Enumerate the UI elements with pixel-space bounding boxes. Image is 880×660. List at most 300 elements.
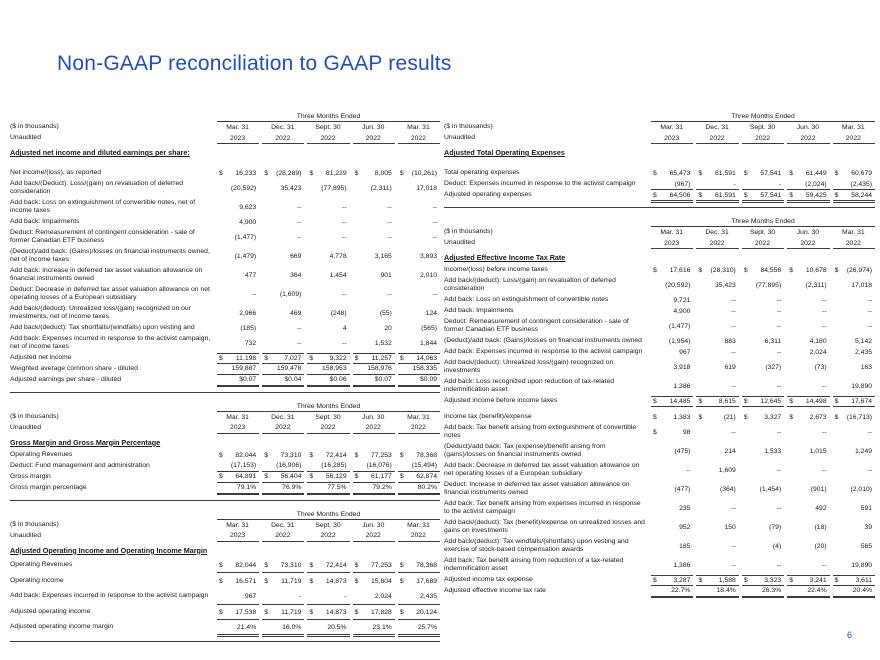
row-label: Deduct: Increase in deferred tax asset valuation allowance on financial instruments owned — [444, 480, 630, 497]
value: 11,198 — [235, 354, 257, 362]
period-row — [10, 111, 440, 122]
value: (16,906) — [276, 462, 302, 470]
col-month: Dec. 31 — [705, 124, 729, 131]
row-label: Adjusted operating income — [10, 607, 91, 615]
value-cell — [651, 586, 693, 597]
years-row — [444, 238, 875, 249]
value-cell — [651, 423, 693, 442]
slide-title: Non-GAAP reconciliation to GAAP results — [57, 52, 452, 75]
dollar-sign: $ — [698, 397, 703, 405]
value: 77,253 — [371, 451, 392, 459]
value-cell — [398, 179, 440, 198]
value: 64,891 — [235, 473, 257, 481]
value: -- — [731, 296, 736, 304]
value: 3,165 — [374, 252, 392, 260]
value: $0.07 — [239, 376, 257, 384]
value-cell — [398, 472, 440, 483]
value-cell — [307, 198, 349, 217]
value: (73) — [814, 363, 827, 371]
col-month: Mar. 31 — [407, 413, 430, 421]
value-cell — [262, 353, 304, 364]
row-label: Weighted average common share - diluted — [10, 365, 138, 372]
value: 3,241 — [809, 576, 827, 584]
value: -- — [822, 382, 827, 390]
value: -- — [776, 382, 782, 390]
value-cell — [742, 480, 784, 499]
value-cell — [398, 558, 440, 574]
value-cell — [307, 472, 349, 483]
dollar-sign: $ — [653, 428, 657, 436]
period-header: Three Months Ended — [651, 218, 875, 227]
value: -- — [867, 428, 873, 436]
value-cell — [833, 168, 875, 179]
value-cell — [696, 347, 738, 358]
value-cell — [262, 323, 304, 334]
table-row — [444, 499, 875, 518]
value: (16,713) — [846, 413, 873, 421]
row-label: Adjusted operating expenses — [444, 191, 532, 199]
table-adjusted-total-operating-expenses — [444, 111, 875, 208]
row-label: Adjusted operating income margin — [10, 623, 114, 631]
value-cell — [787, 179, 829, 190]
table-row — [444, 179, 875, 190]
value-cell — [787, 336, 829, 347]
value-cell — [217, 168, 259, 179]
value-cell — [262, 217, 304, 228]
value: -- — [342, 218, 347, 226]
value: 77.5% — [327, 484, 347, 492]
value: 1,532 — [374, 339, 392, 347]
header-spacer — [10, 405, 214, 407]
value-cell — [353, 266, 395, 285]
value: 57,541 — [760, 191, 782, 199]
value-cell — [696, 556, 738, 575]
value: -- — [432, 218, 438, 226]
value: -- — [296, 324, 302, 332]
value-cell — [742, 499, 784, 518]
thousands-label: ($ in thousands) — [10, 521, 59, 528]
dollar-sign: $ — [834, 170, 839, 177]
value-cell — [262, 198, 304, 217]
value-cell — [398, 304, 440, 323]
value: - — [733, 180, 736, 188]
value: 20.4% — [852, 587, 873, 595]
value-cell — [696, 499, 738, 518]
value-cell — [787, 168, 829, 179]
value-cell — [651, 358, 693, 377]
value: 1,386 — [673, 382, 691, 390]
table-row — [10, 217, 440, 228]
value: 78,368 — [416, 561, 438, 569]
value-cell — [651, 499, 693, 518]
row-label: Add back: Expenses incurred in response to the activist campaign — [444, 348, 643, 356]
value-cell — [742, 306, 784, 317]
value: 65,473 — [669, 170, 691, 177]
value: 8,005 — [374, 170, 392, 177]
value-cell — [307, 589, 349, 605]
dollar-sign: $ — [834, 267, 839, 274]
value-cell — [742, 347, 784, 358]
value-cell — [307, 168, 349, 179]
value: 17,018 — [416, 184, 438, 192]
value: -- — [822, 307, 827, 315]
value-cell — [696, 537, 738, 556]
dollar-sign: $ — [219, 577, 223, 585]
value: 61,591 — [715, 191, 736, 199]
value: 19,890 — [851, 561, 873, 569]
row-label: Add back: Loss on extinguishment of convertible notes — [444, 296, 609, 304]
row-label: (Deduct)/add back: (Gains)/losses on financial instruments owned, net of income taxes — [10, 247, 210, 264]
col-month: Mar. 31 — [226, 413, 249, 421]
value: 16,233 — [235, 170, 257, 177]
value: 17,828 — [371, 608, 392, 616]
thousands-label: ($ in thousands) — [444, 228, 493, 236]
table-row — [444, 190, 875, 201]
table-row — [10, 364, 440, 375]
dollar-sign: $ — [834, 413, 839, 421]
dollar-sign: $ — [309, 561, 314, 569]
value: (2,435) — [850, 180, 873, 188]
value: 5,142 — [855, 337, 873, 345]
value: 565 — [860, 542, 873, 550]
right-column — [444, 111, 875, 605]
value: -- — [731, 307, 736, 315]
thousands-label: ($ in thousands) — [10, 413, 59, 420]
value: 2,673 — [809, 413, 827, 421]
value: 4,900 — [239, 218, 257, 226]
value: 17,674 — [851, 397, 873, 405]
value-cell — [353, 247, 395, 266]
dollar-sign: $ — [399, 577, 404, 585]
value-cell — [651, 575, 693, 586]
value: (4) — [772, 542, 782, 550]
table-row — [10, 334, 440, 353]
value: -- — [822, 561, 827, 569]
value: 17,616 — [669, 267, 691, 274]
value: -- — [776, 307, 782, 315]
dollar-sign: $ — [399, 608, 404, 616]
value: 214 — [724, 447, 736, 455]
row-label: Net income/(loss), as reported — [10, 169, 102, 177]
value: 124 — [425, 309, 438, 317]
value-cell — [398, 364, 440, 375]
value-cell — [787, 442, 829, 461]
value: 364 — [290, 271, 302, 279]
value-cell — [787, 358, 829, 377]
col-month: Dec. 31 — [271, 521, 295, 529]
value-cell — [262, 334, 304, 353]
value-cell — [307, 285, 349, 304]
value-cell — [217, 334, 259, 353]
value-cell — [787, 461, 829, 480]
value: 98 — [682, 428, 691, 436]
dollar-sign: $ — [653, 413, 657, 421]
row-label: Deduct: Decrease in deferred tax asset valuation allowance on net operating losses of a European subsidiary — [10, 285, 210, 302]
value: -- — [776, 296, 782, 304]
row-label: (Deduct)/add back: Tax (expense)/benefit arising from (gains)/losses on financial instruments owned — [444, 442, 606, 459]
value-cell — [833, 575, 875, 586]
value-cell — [696, 412, 738, 423]
header-spacer — [10, 513, 214, 515]
value: 79.2% — [372, 484, 392, 492]
col-year: 2022 — [353, 531, 395, 542]
dollar-sign: $ — [399, 473, 404, 481]
dollar-sign: $ — [354, 354, 359, 362]
section-title: Adjusted Operating Income and Operating Income Margin — [10, 545, 208, 555]
value-cell — [787, 276, 829, 295]
value-cell — [651, 190, 693, 201]
col-month: Dec. 31 — [271, 413, 295, 421]
value-cell — [398, 217, 440, 228]
value-cell — [307, 323, 349, 334]
col-year: 2022 — [353, 423, 395, 434]
value-cell — [217, 198, 259, 217]
section-title: Adjusted net income and diluted earnings per share: — [10, 148, 190, 157]
dollar-sign: $ — [264, 170, 268, 177]
value-cell — [651, 412, 693, 423]
col-year: 2023 — [651, 238, 693, 249]
value: 185 — [679, 542, 691, 550]
col-year: 2022 — [353, 133, 395, 144]
value: (2,311) — [370, 184, 392, 192]
value: 72,414 — [325, 451, 347, 459]
value: 21.4% — [236, 623, 257, 631]
value-cell — [787, 423, 829, 442]
value: -- — [296, 339, 302, 347]
table-row — [10, 304, 440, 323]
value: 1,533 — [764, 447, 782, 455]
table-row — [444, 347, 875, 358]
value-cell — [307, 228, 349, 247]
value-cell — [353, 461, 395, 472]
value-cell — [353, 472, 395, 483]
value-cell — [787, 306, 829, 317]
value: 2,966 — [239, 309, 257, 317]
dollar-sign: $ — [354, 451, 359, 459]
months-row — [444, 227, 875, 238]
col-month: Jun. 30 — [796, 124, 820, 131]
value-cell — [787, 575, 829, 586]
value-cell — [262, 375, 304, 386]
dollar-sign: $ — [264, 608, 268, 616]
value: (565) — [421, 324, 438, 332]
value: (10,261) — [411, 170, 438, 177]
value-cell — [262, 450, 304, 461]
col-month: Mar. 31 — [660, 124, 684, 131]
value: (79) — [769, 523, 782, 531]
value: -- — [296, 233, 302, 241]
table-row — [10, 589, 440, 605]
value: 477 — [244, 271, 257, 279]
value: -- — [731, 542, 736, 550]
value-cell — [217, 483, 259, 494]
table-row — [10, 483, 440, 494]
table-row — [10, 620, 440, 636]
row-label: Adjusted income tax expense — [444, 575, 533, 583]
value: 159,887 — [231, 365, 257, 373]
value-cell — [651, 317, 693, 336]
dollar-sign: $ — [789, 267, 793, 274]
value-cell — [262, 179, 304, 198]
value: 20 — [384, 324, 392, 332]
col-year: 2022 — [262, 133, 304, 144]
dollar-sign: $ — [399, 354, 404, 362]
value: 26.3% — [761, 587, 782, 595]
row-label: Add back: Impairments — [444, 307, 514, 315]
value-cell — [833, 537, 875, 556]
row-label: Add back: Decrease in deferred tax asset valuation allowance on net operating losses of a European subsidiary — [444, 461, 640, 478]
months-row — [10, 122, 440, 133]
value-cell — [833, 556, 875, 575]
dollar-sign: $ — [653, 576, 657, 584]
value: 56,404 — [280, 473, 302, 481]
value-cell — [833, 442, 875, 461]
value: (28,310) — [710, 267, 736, 274]
dollar-sign: $ — [789, 170, 793, 177]
value: 14,485 — [669, 397, 691, 405]
value: 967 — [244, 593, 257, 600]
table-adjusted-effective-income-tax-rate — [444, 216, 875, 597]
table-row — [444, 575, 875, 586]
value-cell — [696, 575, 738, 586]
col-year: 2022 — [742, 133, 784, 144]
table-adjusted-net-income — [10, 111, 440, 393]
value-cell — [217, 375, 259, 386]
value-cell — [787, 265, 829, 276]
row-label: Income/(loss) before income taxes — [444, 266, 548, 274]
value: 6,311 — [764, 337, 782, 345]
value: 82,044 — [235, 451, 257, 459]
section-gap — [10, 160, 440, 168]
value-cell — [833, 396, 875, 407]
value: $0.09 — [420, 376, 438, 384]
value: -- — [387, 218, 392, 226]
value-cell — [262, 573, 304, 589]
col-year: 2022 — [696, 238, 738, 249]
value: 3,893 — [420, 252, 438, 260]
value: 669 — [290, 252, 302, 260]
period-header: Three Months Ended — [217, 511, 440, 520]
value-cell — [787, 556, 829, 575]
col-month: Sept. 30 — [315, 521, 341, 529]
value-cell — [262, 168, 304, 179]
value-cell — [742, 265, 784, 276]
value-cell — [217, 604, 259, 620]
section-title: Gross Margin and Gross Margin Percentage — [10, 437, 161, 447]
value: (77,895) — [321, 184, 347, 192]
value: 16.0% — [282, 623, 302, 631]
value-cell — [833, 377, 875, 396]
value: 61,449 — [805, 170, 827, 177]
value-cell — [696, 190, 738, 201]
value-cell — [398, 285, 440, 304]
value: 61,177 — [371, 473, 392, 481]
value: -- — [685, 466, 691, 474]
row-label: Add back: Increase in deferred tax asset valuation allowance on financial instruments owned — [10, 266, 203, 283]
row-label: Deduct: Fund management and administration — [10, 462, 150, 469]
value-cell — [353, 217, 395, 228]
col-month: Sept. 30 — [749, 124, 776, 131]
value-cell — [307, 334, 349, 353]
value: 9,721 — [673, 296, 691, 304]
value-cell — [262, 285, 304, 304]
col-year: 2022 — [787, 133, 829, 144]
value-cell — [742, 442, 784, 461]
value: 61,591 — [715, 170, 736, 177]
table-row — [10, 558, 440, 574]
col-month: Mar. 31 — [407, 521, 430, 529]
dollar-sign: $ — [354, 608, 359, 616]
dollar-sign: $ — [698, 170, 703, 177]
col-month: Mar. 31 — [841, 124, 865, 131]
value: -- — [731, 348, 736, 356]
value-cell — [742, 276, 784, 295]
value-cell — [307, 450, 349, 461]
col-year: 2022 — [696, 133, 738, 144]
value-cell — [696, 295, 738, 306]
value: -- — [342, 339, 347, 347]
value: - — [778, 180, 782, 188]
row-label: Adjusted income before income taxes — [444, 397, 558, 405]
dollar-sign: $ — [399, 561, 404, 569]
months-row — [444, 122, 875, 133]
value-cell — [651, 336, 693, 347]
value-cell — [217, 364, 259, 375]
col-year: 2022 — [262, 423, 304, 434]
value-cell — [787, 396, 829, 407]
value: (26,974) — [846, 267, 873, 274]
value: 4,180 — [809, 337, 827, 345]
value: - — [299, 593, 302, 600]
table-row — [444, 423, 875, 442]
value-cell — [307, 179, 349, 198]
col-month: Jun. 30 — [362, 413, 385, 421]
value-cell — [696, 377, 738, 396]
value-cell — [651, 396, 693, 407]
value: 163 — [860, 363, 873, 371]
value-cell — [307, 364, 349, 375]
years-row — [444, 133, 875, 144]
value-cell — [262, 472, 304, 483]
value: -- — [296, 203, 302, 211]
value: 20.5% — [327, 623, 347, 631]
value: (1,477) — [234, 233, 257, 241]
col-year: 2022 — [398, 133, 440, 144]
value: 9,322 — [329, 354, 347, 362]
dollar-sign: $ — [264, 354, 268, 362]
value: 2,024 — [809, 348, 827, 356]
value: -- — [776, 466, 782, 474]
value: 14,498 — [805, 397, 827, 405]
period-header: Three Months Ended — [217, 113, 440, 122]
period-row — [10, 509, 440, 520]
value: 8,615 — [718, 397, 736, 405]
value: -- — [822, 466, 827, 474]
table-row — [444, 306, 875, 317]
value-cell — [742, 336, 784, 347]
table-row — [10, 375, 440, 386]
value-cell — [353, 198, 395, 217]
dollar-sign: $ — [309, 170, 314, 177]
value: (185) — [240, 324, 257, 332]
value-cell — [696, 168, 738, 179]
value-cell — [651, 556, 693, 575]
table-row — [10, 266, 440, 285]
dollar-sign: $ — [354, 577, 359, 585]
value: 158,335 — [412, 365, 438, 373]
value-cell — [398, 198, 440, 217]
value: -- — [776, 428, 782, 436]
